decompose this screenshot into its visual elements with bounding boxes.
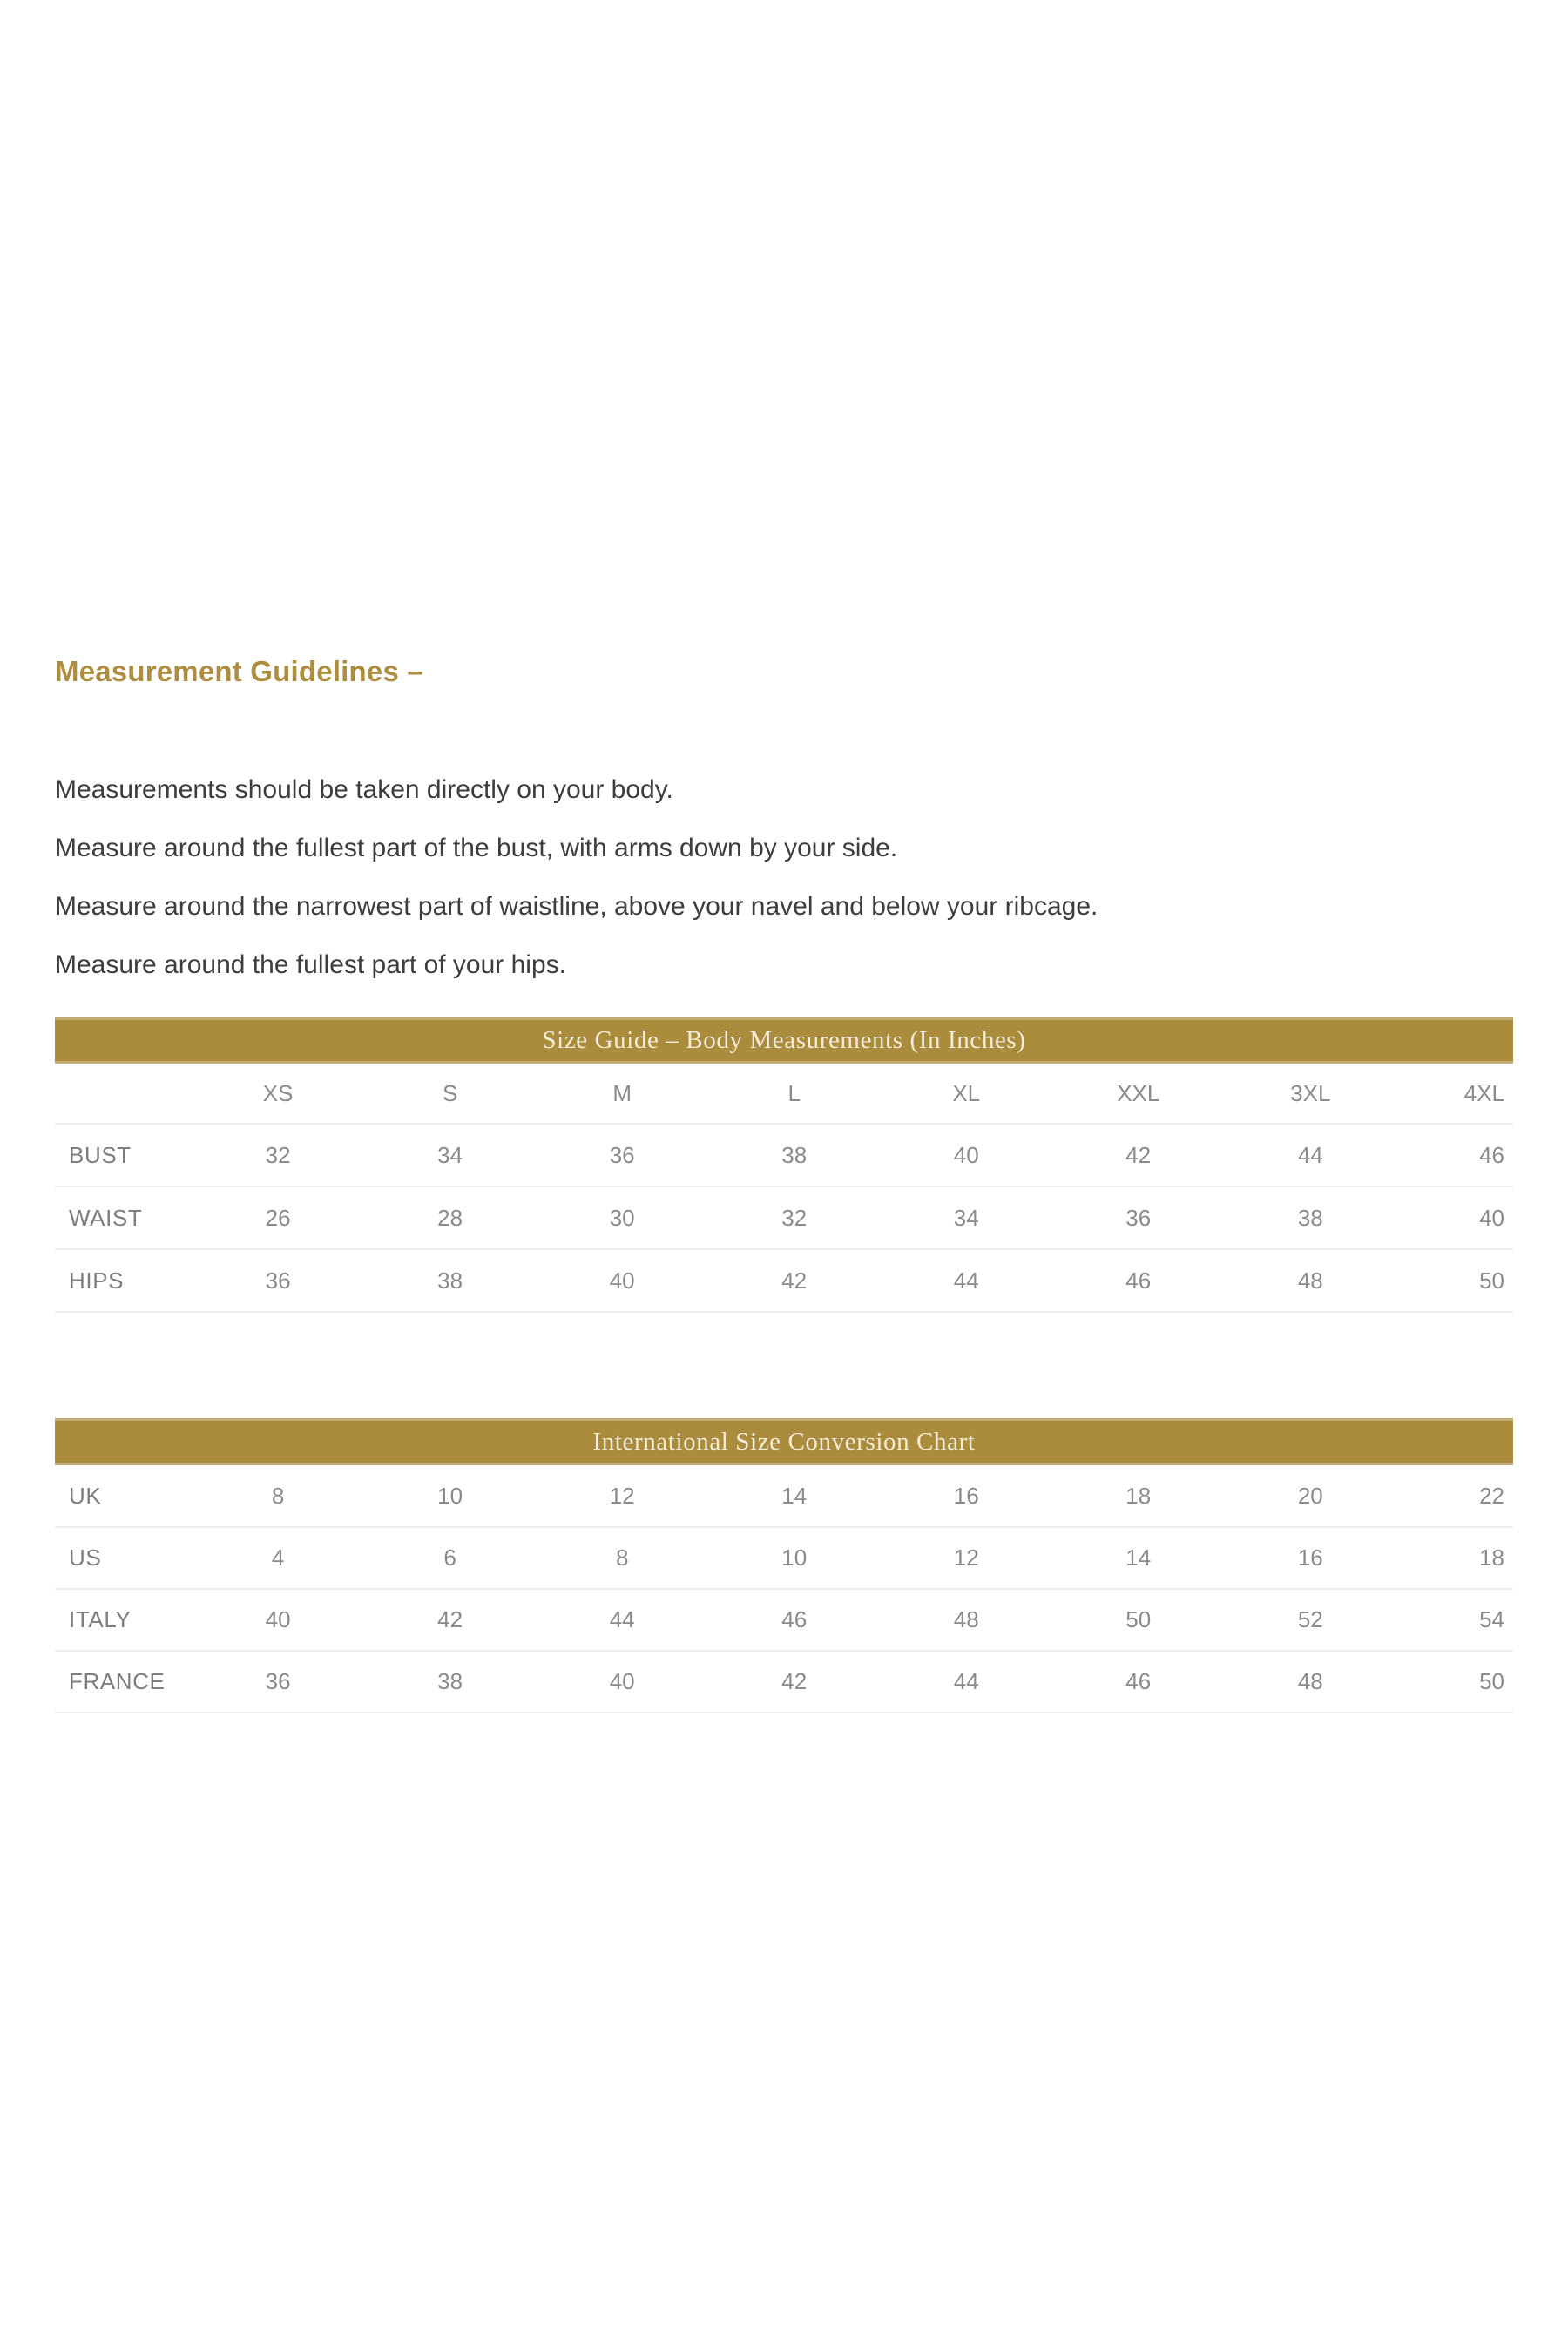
size-header-empty-cell (55, 1064, 192, 1124)
row-label: UK (69, 1482, 102, 1509)
body-measurements-grid (55, 1064, 1513, 1313)
guideline-line: Measure around the fullest part of the bust, with arms down by your side. (55, 834, 898, 862)
measurement-cell: 38 (1297, 1204, 1323, 1231)
size-header-cell: XXL (1117, 1079, 1160, 1106)
measurement-cell: 30 (609, 1204, 635, 1231)
measurement-cell: 42 (781, 1267, 808, 1294)
row-label: WAIST (69, 1204, 143, 1231)
guideline-line: Measure around the narrowest part of waistline, above your navel and below your ribcage. (55, 892, 1098, 921)
conversion-cell: 42 (437, 1606, 463, 1632)
conversion-cell: 54 (1479, 1606, 1504, 1632)
measurement-cell: 40 (1479, 1204, 1504, 1231)
table-row-italy (55, 1589, 1513, 1651)
conversion-cell: 40 (265, 1606, 291, 1632)
conversion-cell: 52 (1297, 1606, 1323, 1632)
conversion-cell: 12 (953, 1544, 979, 1571)
measurement-cell: 46 (1479, 1141, 1504, 1168)
conversion-cell: 10 (437, 1482, 463, 1509)
guideline-line: Measurements should be taken directly on your body. (55, 775, 673, 804)
conversion-chart-table (55, 1418, 1513, 1713)
conversion-cell: 48 (1297, 1668, 1323, 1694)
measurement-cell: 32 (265, 1141, 291, 1168)
conversion-cell: 16 (953, 1482, 979, 1509)
measurement-cell: 44 (953, 1267, 979, 1294)
table-row-france (55, 1651, 1513, 1713)
size-header-cell: L (787, 1079, 801, 1106)
conversion-cell: 4 (271, 1544, 285, 1571)
measurement-cell: 38 (781, 1141, 808, 1168)
measurement-cell: 46 (1125, 1267, 1152, 1294)
conversion-cell: 10 (781, 1544, 808, 1571)
conversion-cell: 6 (443, 1544, 456, 1571)
table-row-us (55, 1527, 1513, 1589)
conversion-cell: 50 (1479, 1668, 1504, 1694)
conversion-cell: 44 (953, 1668, 979, 1694)
table-row-waist (55, 1186, 1513, 1249)
guideline-line: Measure around the fullest part of your hips. (55, 950, 566, 979)
row-label: FRANCE (69, 1668, 166, 1694)
conversion-cell: 14 (781, 1482, 808, 1509)
measurement-cell: 50 (1479, 1267, 1504, 1294)
conversion-chart-grid (55, 1465, 1513, 1713)
conversion-cell: 8 (271, 1482, 285, 1509)
conversion-cell: 40 (609, 1668, 635, 1694)
measurement-cell: 36 (609, 1141, 635, 1168)
measurement-cell: 40 (953, 1141, 979, 1168)
conversion-cell: 46 (781, 1606, 808, 1632)
conversion-chart-title: International Size Conversion Chart (55, 1418, 1513, 1465)
page-title: Measurement Guidelines – (55, 655, 423, 687)
measurement-cell: 26 (265, 1204, 291, 1231)
size-header-cell: XL (952, 1079, 981, 1106)
measurement-cell: 36 (265, 1267, 291, 1294)
row-label: HIPS (69, 1267, 125, 1294)
measurement-cell: 34 (953, 1204, 979, 1231)
body-measurements-table (55, 1017, 1513, 1313)
conversion-cell: 18 (1479, 1544, 1504, 1571)
row-label: US (69, 1544, 102, 1571)
conversion-cell: 22 (1479, 1482, 1504, 1509)
conversion-cell: 16 (1297, 1544, 1323, 1571)
conversion-cell: 42 (781, 1668, 808, 1694)
table-row-bust (55, 1124, 1513, 1186)
conversion-cell: 20 (1297, 1482, 1323, 1509)
conversion-cell: 8 (615, 1544, 629, 1571)
size-header-cell: XS (262, 1079, 294, 1106)
measurement-cell: 34 (437, 1141, 463, 1168)
table-row-uk (55, 1465, 1513, 1527)
row-label: BUST (69, 1141, 132, 1168)
conversion-cell: 50 (1125, 1606, 1152, 1632)
conversion-cell: 12 (609, 1482, 635, 1509)
measurement-cell: 40 (609, 1267, 635, 1294)
size-header-cell: 4XL (1463, 1079, 1504, 1106)
size-header-cell: M (612, 1079, 632, 1106)
size-header-cell: 3XL (1290, 1079, 1331, 1106)
measurement-cell: 44 (1297, 1141, 1323, 1168)
measurement-guidelines-text (55, 760, 1513, 994)
row-label: ITALY (69, 1606, 132, 1632)
body-measurements-table-title: Size Guide – Body Measurements (In Inches) (55, 1017, 1513, 1064)
measurement-cell: 36 (1125, 1204, 1152, 1231)
measurement-cell: 28 (437, 1204, 463, 1231)
measurement-cell: 48 (1297, 1267, 1323, 1294)
measurement-cell: 42 (1125, 1141, 1152, 1168)
conversion-cell: 48 (953, 1606, 979, 1632)
conversion-cell: 38 (437, 1668, 463, 1694)
size-header-cell: S (442, 1079, 458, 1106)
measurement-cell: 32 (781, 1204, 808, 1231)
conversion-cell: 18 (1125, 1482, 1152, 1509)
measurement-cell: 38 (437, 1267, 463, 1294)
conversion-cell: 36 (265, 1668, 291, 1694)
conversion-cell: 14 (1125, 1544, 1152, 1571)
table-row-hips (55, 1249, 1513, 1312)
size-header-row (55, 1064, 1513, 1124)
conversion-cell: 44 (609, 1606, 635, 1632)
conversion-cell: 46 (1125, 1668, 1152, 1694)
